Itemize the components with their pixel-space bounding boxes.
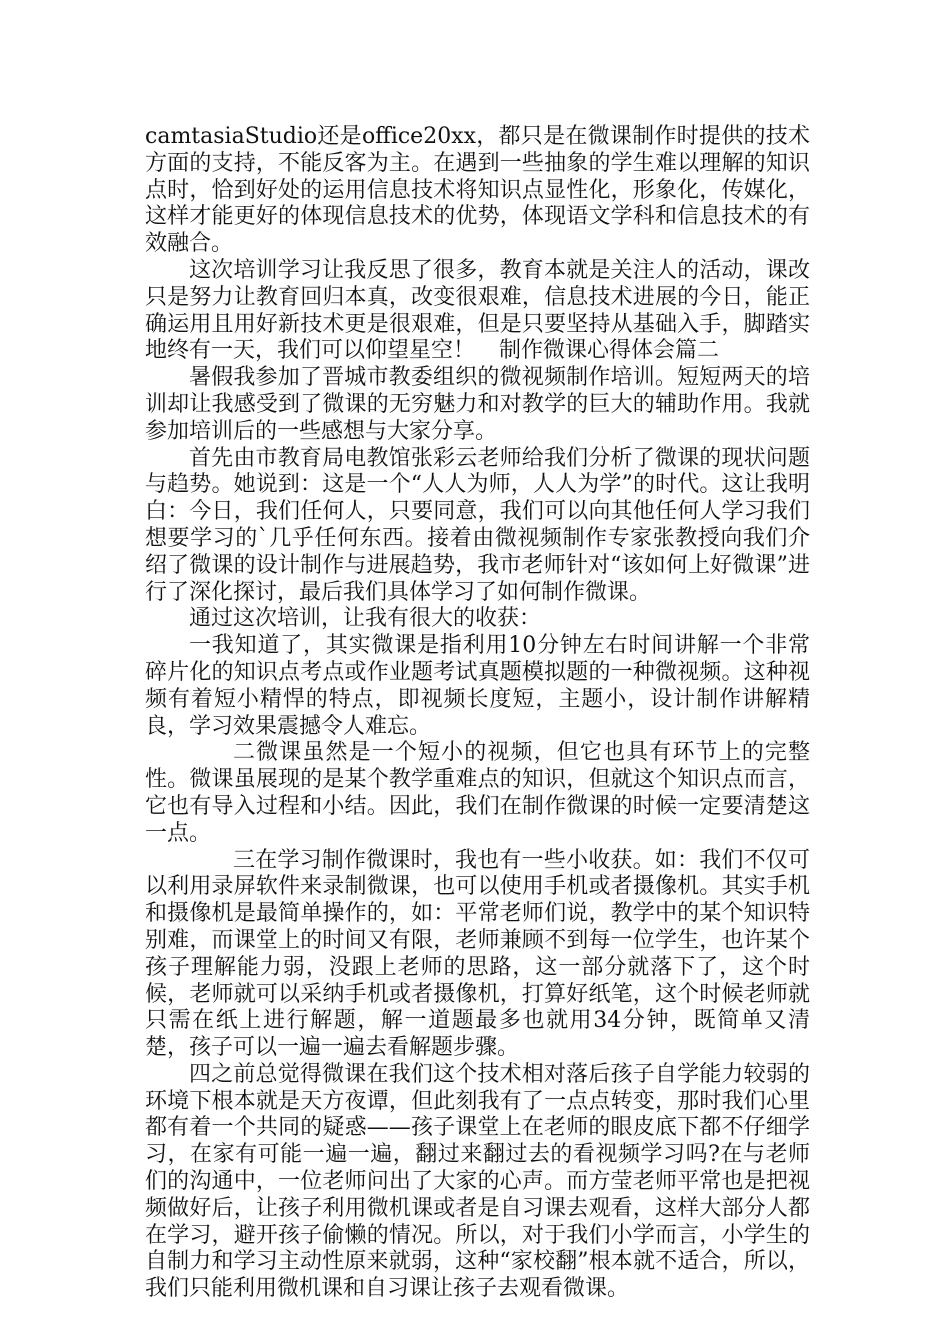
- paragraph-4: 首先由市教育局电教馆张彩云老师给我们分析了微课的现状问题与趋势。她说到：这是一个“人人为师，人人为学”的时代。这让我明白：今日，我们任何人，只要同意，我们可以向其他任何人学习我们想要学习的`几乎任何东西。接着由微视频制作专家张教授向我们介绍了微课的设计制作与进展趋势，我市老师针对“该如何上好微课”进行了深化探讨，最后我们具体学习了如何制作微课。: [145, 445, 810, 605]
- paragraph-7: 二微课虽然是一个短小的视频，但它也具有环节上的完整性。微课虽展现的是某个教学重难点的知识，但就这个知识点而言，它也有导入过程和小结。因此，我们在制作微课的时候一定要清楚这一点。: [145, 740, 810, 846]
- paragraph-3: 暑假我参加了晋城市教委组织的微视频制作培训。短短两天的培训却让我感受到了微课的无穷魅力和对教学的巨大的辅助作用。我就参加培训后的一些感想与大家分享。: [145, 365, 810, 444]
- document-body: [145, 124, 810, 1303]
- paragraph-5: 通过这次培训，让我有很大的收获：: [189, 606, 542, 632]
- section-heading: 制作微课心得体会篇二: [499, 338, 720, 364]
- paragraph-1: camtasiaStudio还是office20xx，都只是在微课制作时提供的技术方面的支持，不能反客为主。在遇到一些抽象的学生难以理解的知识点时，恰到好处的运用信息技术将知识点显性化，形象化，传媒化，这样才能更好的体现信息技术的优势，体现语文学科和信息技术的有效融合。: [145, 124, 810, 257]
- paragraph-2-text: 这次培训学习让我反思了很多，教育本就是关注人的活动，课改只是努力让教育回归本真，改变很艰难，信息技术进展的今日，能正确运用且用好新技术更是很艰难，但是只要坚持从基础入手，脚踏实地终有一天，我们可以仰望星空！: [145, 257, 810, 364]
- paragraph-9: 四之前总觉得微课在我们这个技术相对落后孩子自学能力较弱的环境下根本就是天方夜谭，但此刻我有了一点点转变，那时我们心里都有着一个共同的疑惑——孩子课堂上在老师的眼皮底下都不仔细学习，在家有可能一遍一遍，翻过来翻过去的看视频学习吗?在与老师们的沟通中，一位老师问出了大家的心声。而方莹老师平常也是把视频做好后，让孩子利用微机课或者是自习课去观看，这样大部分人都在学习，避开孩子偷懒的情况。所以，对于我们小学而言，小学生的自制力和学习主动性原来就弱，这种“家校翻”根本就不适合，所以，我们只能利用微机课和自习课让孩子去观看微课。: [145, 1061, 810, 1302]
- paragraph-8: 三在学习制作微课时，我也有一些小收获。如：我们不仅可以利用录屏软件来录制微课，也可以使用手机或者摄像机。其实手机和摄像机是最简单操作的，如：平常老师们说，教学中的某个知识特别难，而课堂上的时间又有限，老师兼顾不到每一位学生，也许某个孩子理解能力弱，没跟上老师的思路，这一部分就落下了，这个时候，老师就可以采纳手机或者摄像机，打算好纸笔，这个时候老师就只需在纸上进行解题，解一道题最多也就用34分钟，既简单又清楚，孩子可以一遍一遍去看解题步骤。: [145, 847, 810, 1061]
- paragraph-2: [145, 258, 810, 365]
- paragraph-6: 一我知道了，其实微课是指利用10分钟左右时间讲解一个非常碎片化的知识点考点或作业题考试真题模拟题的一种微视频。这种视频有着短小精悍的特点，即视频长度短，主题小，设计制作讲解精良，学习效果震撼令人难忘。: [145, 633, 810, 739]
